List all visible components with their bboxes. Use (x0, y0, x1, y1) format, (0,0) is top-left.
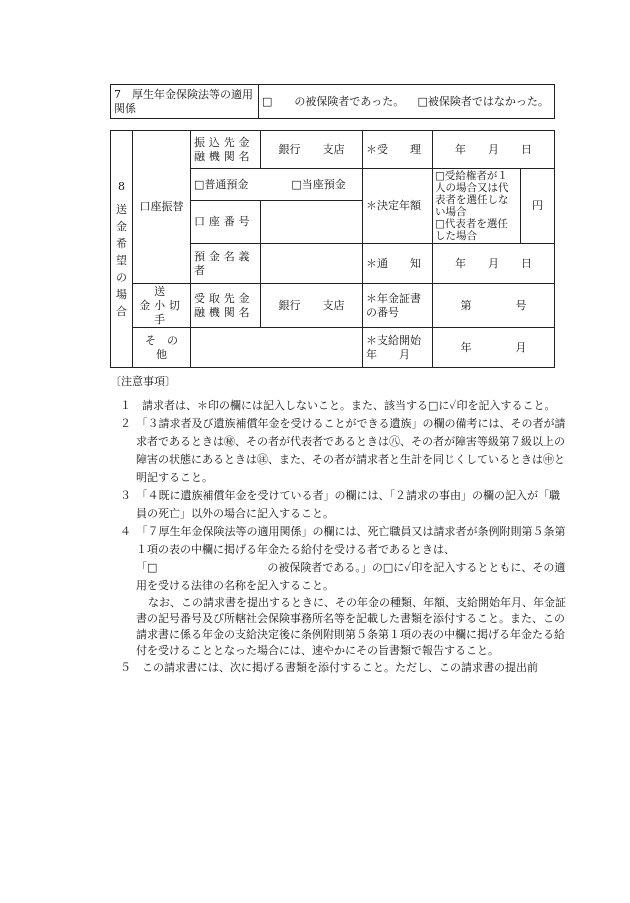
note-1: １ 請求者は、＊印の欄には記入しないこと。また、該当する□に✓印を記入すること。 (120, 399, 556, 412)
pension-cert-label: ＊年金証書の番号 (363, 284, 433, 328)
section8-title-char: 合 (116, 305, 127, 319)
section8-title-char: 送 (116, 202, 127, 216)
payment-start-field[interactable]: 年 月 (433, 328, 555, 368)
pension-cert-number-field[interactable]: 第 号 (433, 284, 555, 328)
section7-table (110, 84, 555, 119)
remittance-check-label: 送 金小切手 (133, 284, 191, 328)
notes-section (110, 373, 570, 677)
account-holder-label: 預金名義者 (191, 244, 261, 284)
notification-label: ＊通 知 (363, 244, 433, 284)
transfer-bank-field[interactable]: 銀行 支店 (261, 131, 363, 169)
section8-title-char: 希 (116, 237, 127, 251)
deposit-type-row (191, 169, 363, 201)
note-3: ３ 「４既に遺族補償年金を受けている者」の欄には、「２請求の事由」の欄の記入が「職員の死亡」以外の場合に記入すること。 (120, 489, 560, 520)
annual-amount-notes[interactable]: □受給権者が１人の場合又は代表者を選任しない場合 □代表者を選任した場合 (433, 169, 521, 244)
notes-header: 〔注意事項〕 (110, 375, 176, 388)
account-transfer-label: 口座振替 (133, 131, 191, 284)
account-number-label: 口座番号 (191, 201, 261, 244)
other-field[interactable] (191, 328, 363, 368)
notification-date-field[interactable]: 年 月 日 (433, 244, 555, 284)
note-4-paragraph: なお、この請求書を提出するときに、その年金の種類、年額、支給開始年月、年金証書の記号番号及び所轄社会保険事務所名等を記載した書類を添付すること。また、この請求書に係る年金の支給決定後に条例附則第５条第１項の表の中欄に掲げる年金たる給付を受けることとなった場合には、速やかにその旨書類で報告すること。 (136, 596, 566, 657)
section7-option-not-insured[interactable]: □被保険者ではなかった。 (415, 85, 555, 119)
account-number-field[interactable] (261, 201, 363, 244)
note-4-quote: 「□ の被保険者である。」の□に✓印を記入するとともに、その適用を受ける法律の名称を記入すること。 (136, 561, 566, 592)
account-holder-field[interactable] (261, 244, 363, 284)
ordinary-deposit-checkbox[interactable]: □普通預金 (194, 177, 249, 191)
note-2: ２ 「３請求者及び遺族補償年金を受けることができる遺族」の欄の備考には、その者が請求者であるときは㊙、その者が代表者であるときは㊇、その者が障害等級第７級以上の障害の状態にあるときは㊟、また、その者が請求者と生計を同じくしているときは㊥と明記すること。 (120, 417, 566, 484)
receipt-label: ＊受 理 (363, 131, 433, 169)
section8-title-char: 金 (116, 220, 127, 234)
section8-title-char: 場 (116, 288, 127, 302)
section8-title-char: の (116, 271, 127, 285)
note-5: ５ この請求書には、次に掲げる書類を添付すること。ただし、この請求書の提出前 (120, 661, 538, 674)
current-deposit-checkbox[interactable]: □当座預金 (291, 177, 346, 191)
section8-table (110, 130, 555, 368)
transfer-bank-label: 振込先金融機関名 (191, 131, 261, 169)
receiving-bank-field[interactable]: 銀行 支店 (261, 284, 363, 328)
section8-heading (111, 131, 133, 368)
section7-label: 7 厚生年金保険法等の適用関係 (111, 85, 259, 119)
section7-option-insured[interactable]: □ の被保険者であった。 (259, 85, 415, 119)
yen-unit: 円 (521, 169, 555, 244)
annual-amount-label: ＊決定年額 (363, 169, 433, 244)
section8-number: 8 (118, 179, 125, 193)
other-label: そ の 他 (133, 328, 191, 368)
receipt-date-field[interactable]: 年 月 日 (433, 131, 555, 169)
note-4: ４ 「７厚生年金保険法等の適用関係」の欄には、死亡職員又は請求者が条例附則第５条第１項の表の中欄に掲げる年金たる給付を受ける者であるときは、 (120, 525, 566, 556)
payment-start-label: ＊支給開始年 月 (363, 328, 433, 368)
receiving-bank-label: 受取先金融機関名 (191, 284, 261, 328)
section8-title-char: 望 (116, 254, 127, 268)
